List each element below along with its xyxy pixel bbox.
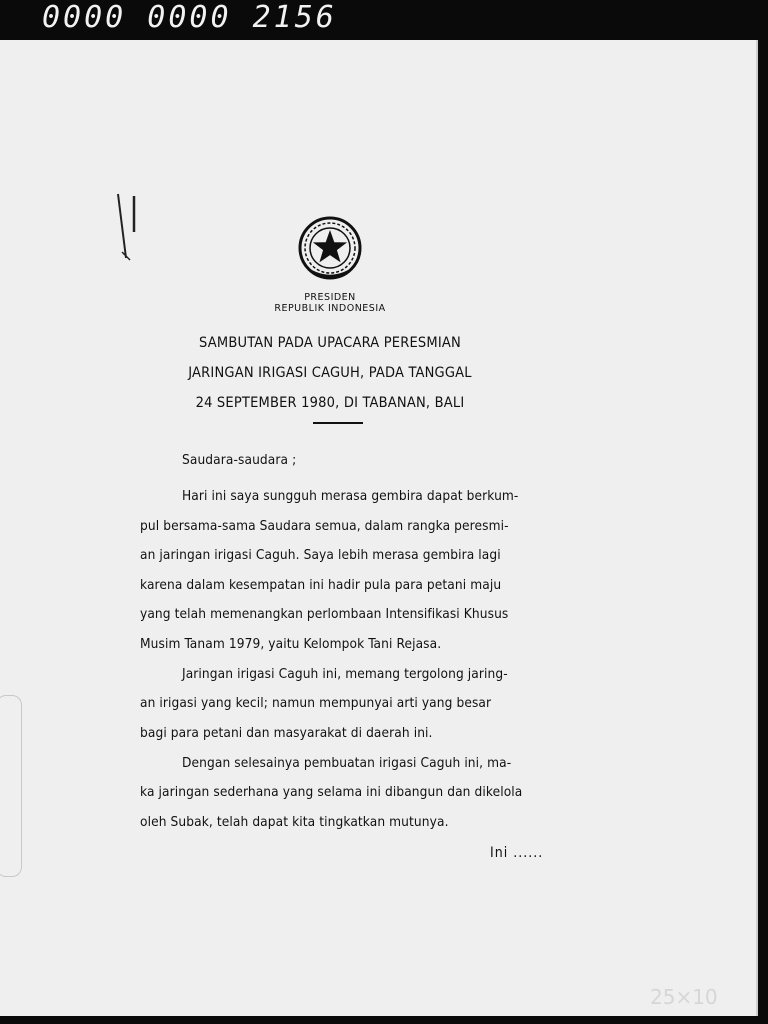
- body-line: Dengan selesainya pembuatan irigasi Caguh ini, ma-: [182, 755, 512, 771]
- issuer-line-2: REPUBLIK INDONESIA: [274, 303, 386, 314]
- body-line: an jaringan irigasi Caguh. Saya lebih merasa gembira lagi: [140, 547, 501, 563]
- body-line: Jaringan irigasi Caguh ini, memang tergolong jaring-: [182, 666, 508, 682]
- body-line: ka jaringan sederhana yang selama ini dibangun dan dikelola: [140, 784, 523, 800]
- body-line: karena dalam kesempatan ini hadir pula para petani maju: [140, 577, 502, 593]
- body-line: bagi para petani dan masyarakat di daerah ini.: [140, 725, 433, 741]
- body-line: yang telah memenangkan perlombaan Intensifikasi Khusus: [140, 606, 509, 622]
- body-line: an irigasi yang kecil; namun mempunyai arti yang besar: [140, 695, 492, 711]
- film-frame-mark: 25×10: [650, 985, 718, 1009]
- document-title-line-1: SAMBUTAN PADA UPACARA PERESMIAN: [198, 335, 461, 351]
- issuer-label: [240, 292, 420, 314]
- film-frame-code: 0000 0000 2156: [42, 0, 337, 35]
- body-line: oleh Subak, telah dapat kita tingkatkan mutunya.: [140, 814, 449, 830]
- body-line: Hari ini saya sungguh merasa gembira dapat berkum-: [182, 488, 519, 504]
- title-underline: [313, 422, 363, 424]
- scratch-marks: [112, 192, 142, 262]
- salutation: Saudara-saudara ;: [182, 452, 297, 468]
- garuda-star-emblem-icon: [297, 215, 363, 281]
- document-title-line-2: JARINGAN IRIGASI CAGUH, PADA TANGGAL: [188, 365, 472, 381]
- continuation-catchword: Ini ......: [490, 845, 544, 861]
- issuer-line-1: PRESIDEN: [304, 292, 356, 303]
- body-line: Musim Tanam 1979, yaitu Kelompok Tani Rejasa.: [140, 636, 442, 652]
- film-edge-notch: [0, 695, 22, 877]
- body-line: pul bersama-sama Saudara semua, dalam rangka peresmi-: [140, 518, 509, 534]
- document-title-line-3: 24 SEPTEMBER 1980, DI TABANAN, BALI: [195, 395, 465, 411]
